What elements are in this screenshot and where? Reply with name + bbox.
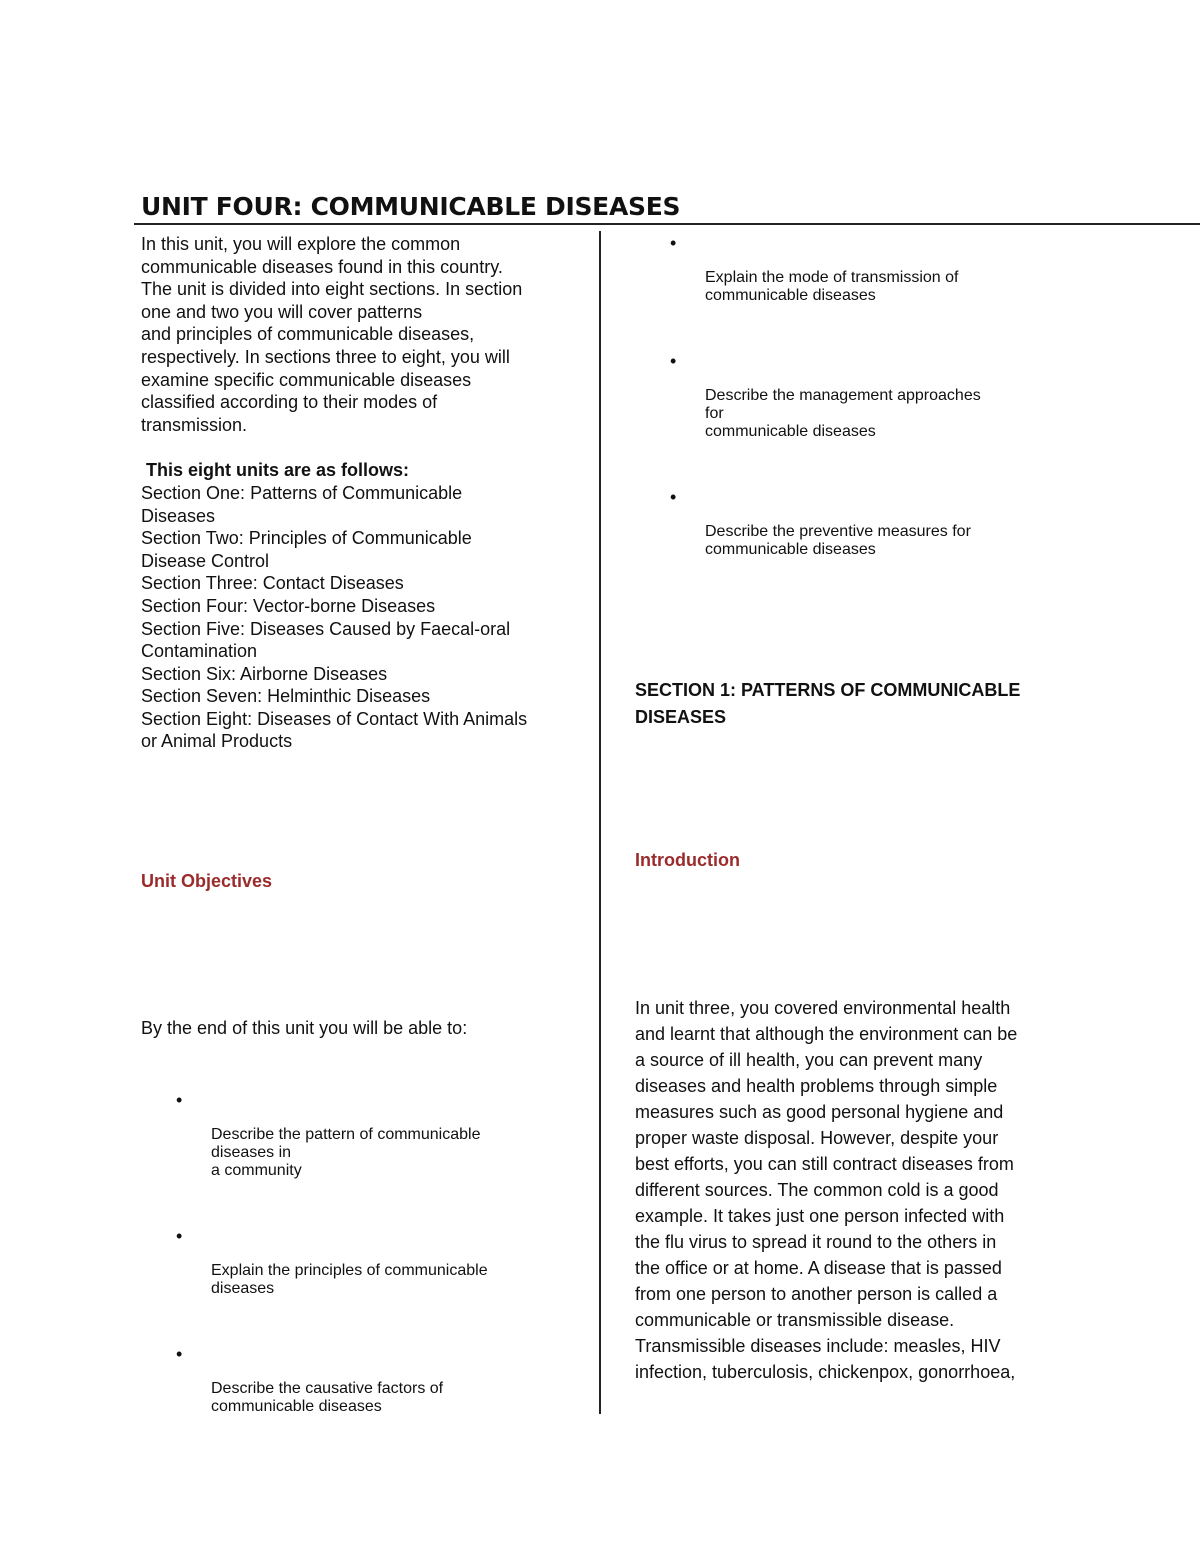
unit-section-item: Section Eight: Diseases of Contact With Animals or Animal Products (141, 708, 528, 752)
unit-section-item: Section Six: Airborne Diseases (141, 663, 388, 684)
bullet-icon: • (176, 1226, 183, 1246)
unit-section-item: Section Two: Principles of Communicable Disease Control (141, 528, 472, 571)
objective-text: Describe the preventive measures for communicable diseases (705, 523, 971, 558)
bullet-icon: • (670, 351, 677, 371)
title-rule (134, 223, 1200, 225)
objective-text: Describe the causative factors of communicable diseases (211, 1380, 444, 1415)
introduction-body: In unit three, you covered environmental health and learnt that although the environment can be a source of ill health, you can prevent many diseases and health problems through simple measures such as good personal hygiene and proper waste disposal. However, despite your best efforts, you can still contract diseases from different sources. The common cold is a good example. It takes just one person infected with the flu virus to spread it round to the others in the office or at home. A disease that is passed from one person to another person is called a communicable or transmissible disease. Transmissible diseases include: measles, HIV infection, tuberculosis, chickenpox, gonorrhoea, (635, 998, 1018, 1382)
objectives-list-left (141, 1090, 581, 1462)
unit-section-item: Section Four: Vector-borne Diseases (141, 595, 436, 616)
objective-item (141, 1344, 581, 1416)
objective-item (141, 1226, 581, 1298)
unit-section-item: Section Seven: Helminthic Diseases (141, 686, 431, 707)
bullet-icon: • (176, 1344, 183, 1364)
objective-item (141, 1090, 581, 1180)
objective-text: Describe the pattern of communicable diseases in a community (211, 1126, 481, 1179)
left-column (141, 233, 581, 753)
objective-text: Explain the mode of transmission of communicable diseases (705, 269, 959, 304)
unit-section-list (141, 482, 581, 753)
unit-section-item: Section Three: Contact Diseases (141, 573, 404, 594)
objective-text: Describe the management approaches for communicable diseases (705, 387, 981, 440)
objectives-list-right (635, 233, 1075, 605)
unit-section-item: Section One: Patterns of Communicable Diseases (141, 482, 463, 526)
objective-item (635, 351, 1075, 441)
section-heading: SECTION 1: PATTERNS OF COMMUNICABLE DISEASES (635, 680, 1021, 727)
bullet-icon: • (176, 1090, 183, 1110)
bullet-icon: • (670, 233, 677, 253)
objective-item (635, 487, 1075, 559)
column-divider (599, 231, 601, 1414)
objective-text: Explain the principles of communicable diseases (211, 1262, 488, 1297)
objective-item (635, 233, 1075, 305)
units-heading: This eight units are as follows: (146, 460, 410, 481)
introduction-heading: Introduction (635, 850, 740, 870)
page-title: UNIT FOUR: COMMUNICABLE DISEASES (141, 192, 681, 221)
bullet-icon: • (670, 487, 677, 507)
unit-section-item: Section Five: Diseases Caused by Faecal-oral Contamination (141, 618, 511, 662)
unit-intro-paragraph: In this unit, you will explore the common communicable diseases found in this country. The unit is divided into eight sections. In section one and two you will cover patterns and principles of communicable diseases, respectively. In sections three to eight, you will examine specific communicable diseases classified according to their modes of transmission. (141, 234, 523, 435)
unit-objectives-heading: Unit Objectives (141, 871, 273, 891)
objectives-intro: By the end of this unit you will be able to: (141, 1018, 468, 1038)
